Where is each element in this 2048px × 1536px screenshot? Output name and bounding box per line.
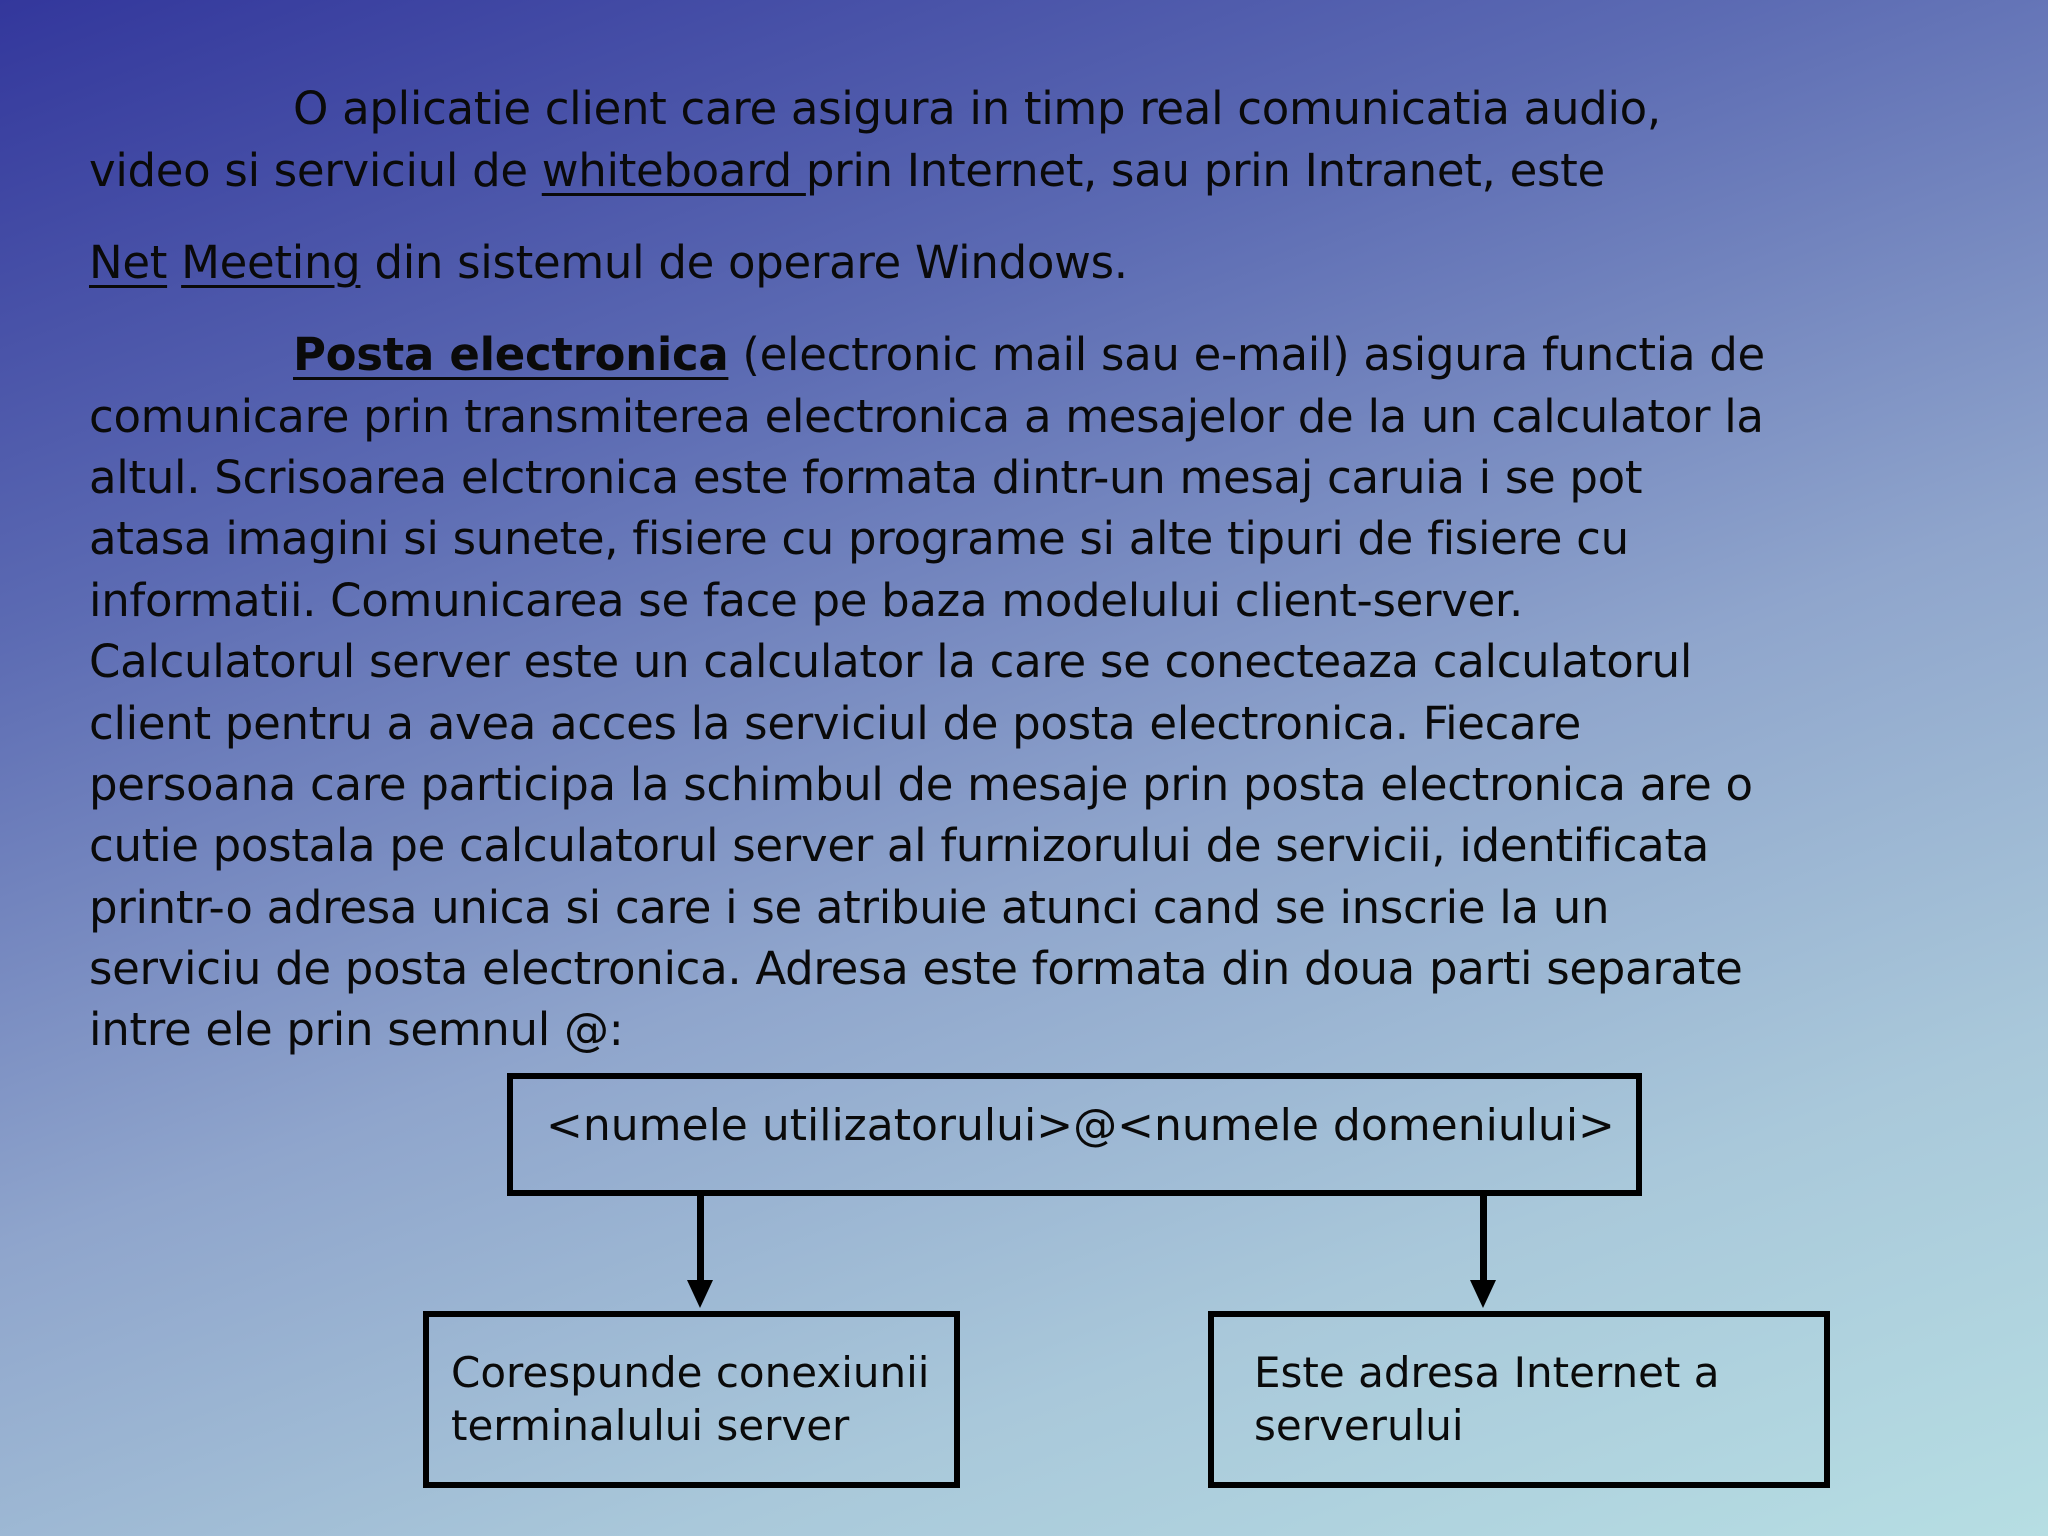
text-line: printr-o adresa unica si care i se atribuie atunci cand se inscrie la un xyxy=(89,881,1610,934)
text-line: Calculatorul server este un calculator la care se conecteaza calculatorul xyxy=(89,635,1693,688)
text-line: serviciu de posta electronica. Adresa este formata din doua parti separate xyxy=(89,942,1743,995)
left-connector-line xyxy=(697,1196,704,1282)
text-line: client pentru a avea acces la serviciul de posta electronica. Fiecare xyxy=(89,697,1581,750)
text-line xyxy=(293,324,1765,385)
text-span: din sistemul de operare Windows. xyxy=(360,236,1128,289)
arrow-down-icon xyxy=(1470,1280,1496,1308)
email-address-format-box xyxy=(507,1073,1642,1196)
text-line: comunicare prin transmiterea electronica a mesajelor de la un calculator la xyxy=(89,390,1764,443)
text-span: prin Internet, sau prin Intranet, este xyxy=(805,144,1605,197)
text-line xyxy=(89,232,1128,293)
email-address-format-label: <numele utilizatorului>@<numele domeniului> xyxy=(546,1100,1615,1151)
posta-electronica-heading: Posta electronica xyxy=(293,328,729,381)
username-description-label: Corespunde conexiunii terminalului server xyxy=(451,1348,930,1450)
text-line: persoana care participa la schimbul de mesaje prin posta electronica are o xyxy=(89,758,1753,811)
username-description-box xyxy=(423,1311,960,1488)
text-span: (electronic mail sau e-mail) asigura functia de xyxy=(728,328,1765,381)
text-line xyxy=(89,140,1605,201)
domain-description-label: Este adresa Internet a serverului xyxy=(1254,1348,1720,1450)
text-span: video si serviciul de xyxy=(89,144,542,197)
text-line: altul. Scrisoarea elctronica este formata dintr-un mesaj caruia i se pot xyxy=(89,451,1643,504)
domain-description-box xyxy=(1208,1311,1830,1488)
meeting-term: Meeting xyxy=(181,236,361,289)
text-line: cutie postala pe calculatorul server al furnizorului de servicii, identificata xyxy=(89,819,1710,872)
text-line: intre ele prin semnul @: xyxy=(89,1003,624,1056)
text-line: O aplicatie client care asigura in timp real comunicatia audio, xyxy=(293,82,1661,135)
arrow-down-icon xyxy=(687,1280,713,1308)
text-line: atasa imagini si sunete, fisiere cu programe si alte tipuri de fisiere cu xyxy=(89,512,1629,565)
right-connector-line xyxy=(1480,1196,1487,1282)
whiteboard-term: whiteboard xyxy=(541,144,806,197)
text-line: informatii. Comunicarea se face pe baza modelului client-server. xyxy=(89,574,1524,627)
net-term: Net xyxy=(89,236,168,289)
